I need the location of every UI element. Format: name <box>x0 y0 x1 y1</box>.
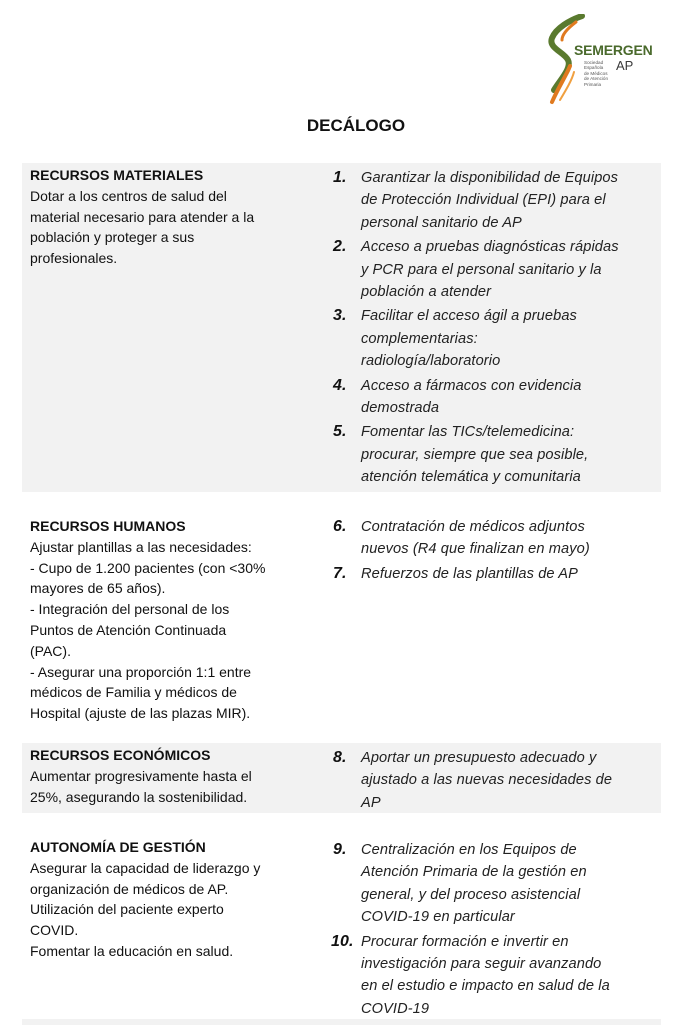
section-description <box>30 516 302 724</box>
decalogue-item <box>333 516 651 561</box>
item-line: general, y del proceso asistencial <box>361 886 581 903</box>
item-line: Procurar formación e invertir en <box>361 933 569 950</box>
page-title: DECÁLOGO <box>306 116 406 135</box>
decalogue-item <box>333 421 651 488</box>
item-number: 10. <box>331 932 354 950</box>
description-line: material necesario para atender a la <box>30 208 255 225</box>
section-description <box>30 837 302 962</box>
item-line: procurar, siempre que sea posible, <box>361 446 589 463</box>
item-line: atención telemática y comunitaria <box>361 469 581 486</box>
logo-subtitle-line: Española <box>584 65 604 71</box>
item-line: AP <box>361 794 381 811</box>
item-line: Aportar un presupuesto adecuado y <box>361 750 597 766</box>
item-line: demostrada <box>361 400 440 417</box>
item-line: Garantizar la disponibilidad de Equipos <box>361 170 619 186</box>
item-line: Facilitar el acceso ágil a pruebas <box>361 308 577 325</box>
item-line: investigación para seguir avanzando <box>361 956 602 973</box>
item-line: y PCR para el personal sanitario y la <box>361 261 602 278</box>
section-heading: AUTONOMÍA DE GESTIÓN <box>30 839 206 855</box>
item-line: nuevos (R4 que finalizan en mayo) <box>361 541 590 558</box>
description-line: Utilización del paciente experto <box>30 901 224 918</box>
logo-subtitle-line: de Atención <box>584 76 609 82</box>
section-recursos-humanos <box>22 514 661 724</box>
logo-subtitle-line: Primaria <box>584 81 602 87</box>
description-line: Puntos de Atención Continuada <box>30 621 227 638</box>
description-line: Asegurar la capacidad de liderazgo y <box>30 859 261 876</box>
logo-suffix: AP <box>616 58 634 73</box>
item-line: de Protección Individual (EPI) para el <box>361 192 606 209</box>
table-bottom-band <box>22 1019 661 1025</box>
description-line: Dotar a los centros de salud del <box>30 187 227 204</box>
description-line: - Integración del personal de los <box>30 601 230 618</box>
item-line: personal sanitario de AP <box>361 214 522 231</box>
decalogue-item <box>333 931 651 1021</box>
item-line: Acceso a fármacos con evidencia <box>361 377 582 394</box>
item-number: 5. <box>333 423 347 441</box>
description-line: 25%, asegurando la sostenibilidad. <box>30 788 248 805</box>
decalogue-item <box>333 839 651 929</box>
item-number: 3. <box>333 307 347 325</box>
description-line: población y proteger a sus <box>30 229 195 246</box>
decalogue-items <box>333 516 651 587</box>
item-number: 6. <box>333 518 347 535</box>
description-line: mayores de 65 años). <box>30 580 166 597</box>
logo-subtitle <box>584 60 608 87</box>
item-line: radiología/laboratorio <box>361 353 501 370</box>
decalogue-item <box>333 747 651 814</box>
item-line: Contratación de médicos adjuntos <box>361 519 585 535</box>
item-number: 2. <box>333 238 347 256</box>
section-heading: RECURSOS ECONÓMICOS <box>30 747 211 763</box>
description-line: - Cupo de 1.200 pacientes (con <30% <box>30 559 266 576</box>
item-number: 9. <box>333 841 347 858</box>
section-recursos-materiales <box>22 163 661 492</box>
description-line: - Asegurar una proporción 1:1 entre <box>30 663 252 680</box>
decalogue-items <box>333 167 651 491</box>
description-line: Aumentar progresivamente hasta el <box>30 767 252 784</box>
decalogue-items <box>333 747 651 816</box>
section-description <box>30 165 302 269</box>
description-line: Ajustar plantillas a las necesidades: <box>30 538 252 555</box>
description-line: profesionales. <box>30 250 118 267</box>
item-line: Atención Primaria de la gestión en <box>361 864 587 881</box>
logo-subtitle-line: de Médicos <box>584 70 608 76</box>
item-line: Refuerzos de las plantillas de AP <box>361 565 578 582</box>
description-line: COVID. <box>30 922 79 939</box>
description-line: médicos de Familia y médicos de <box>30 684 237 701</box>
item-line: COVID-19 en particular <box>361 909 515 926</box>
item-number: 4. <box>333 376 347 394</box>
item-line: población a atender <box>361 284 492 301</box>
section-heading: RECURSOS MATERIALES <box>30 167 204 183</box>
description-line: Hospital (ajuste de las plazas MIR). <box>30 705 251 722</box>
description-line: (PAC). <box>30 642 71 659</box>
item-line: Fomentar las TICs/telemedicina: <box>361 424 575 441</box>
decalogue-item <box>333 167 651 234</box>
item-number: 1. <box>333 169 347 186</box>
decalogue-item <box>333 236 651 303</box>
item-line: ajustado a las nuevas necesidades de <box>361 772 613 789</box>
decalogue-item <box>333 563 651 585</box>
section-description <box>30 745 302 807</box>
item-line: COVID-19 <box>361 1000 430 1017</box>
description-line: organización de médicos de AP. <box>30 880 229 897</box>
item-line: en el estudio e impacto en salud de la <box>361 978 610 995</box>
description-line: Fomentar la educación en salud. <box>30 942 234 959</box>
item-line: Acceso a pruebas diagnósticas rápidas <box>361 239 619 256</box>
decalogue-item <box>333 305 651 372</box>
item-number: 8. <box>333 749 347 766</box>
section-heading: RECURSOS HUMANOS <box>30 518 186 534</box>
section-autonomia-de-gestion <box>22 835 661 1015</box>
semergen-logo <box>540 14 653 106</box>
logo-subtitle-line: Sociedad <box>584 60 604 65</box>
logo-name: SEMERGEN <box>574 42 653 58</box>
section-recursos-economicos <box>22 743 661 813</box>
decalogue-item <box>333 375 651 420</box>
item-line: Centralización en los Equipos de <box>361 842 577 858</box>
decalogue-items <box>333 839 651 1022</box>
item-line: complementarias: <box>361 330 478 347</box>
item-number: 7. <box>333 564 347 582</box>
